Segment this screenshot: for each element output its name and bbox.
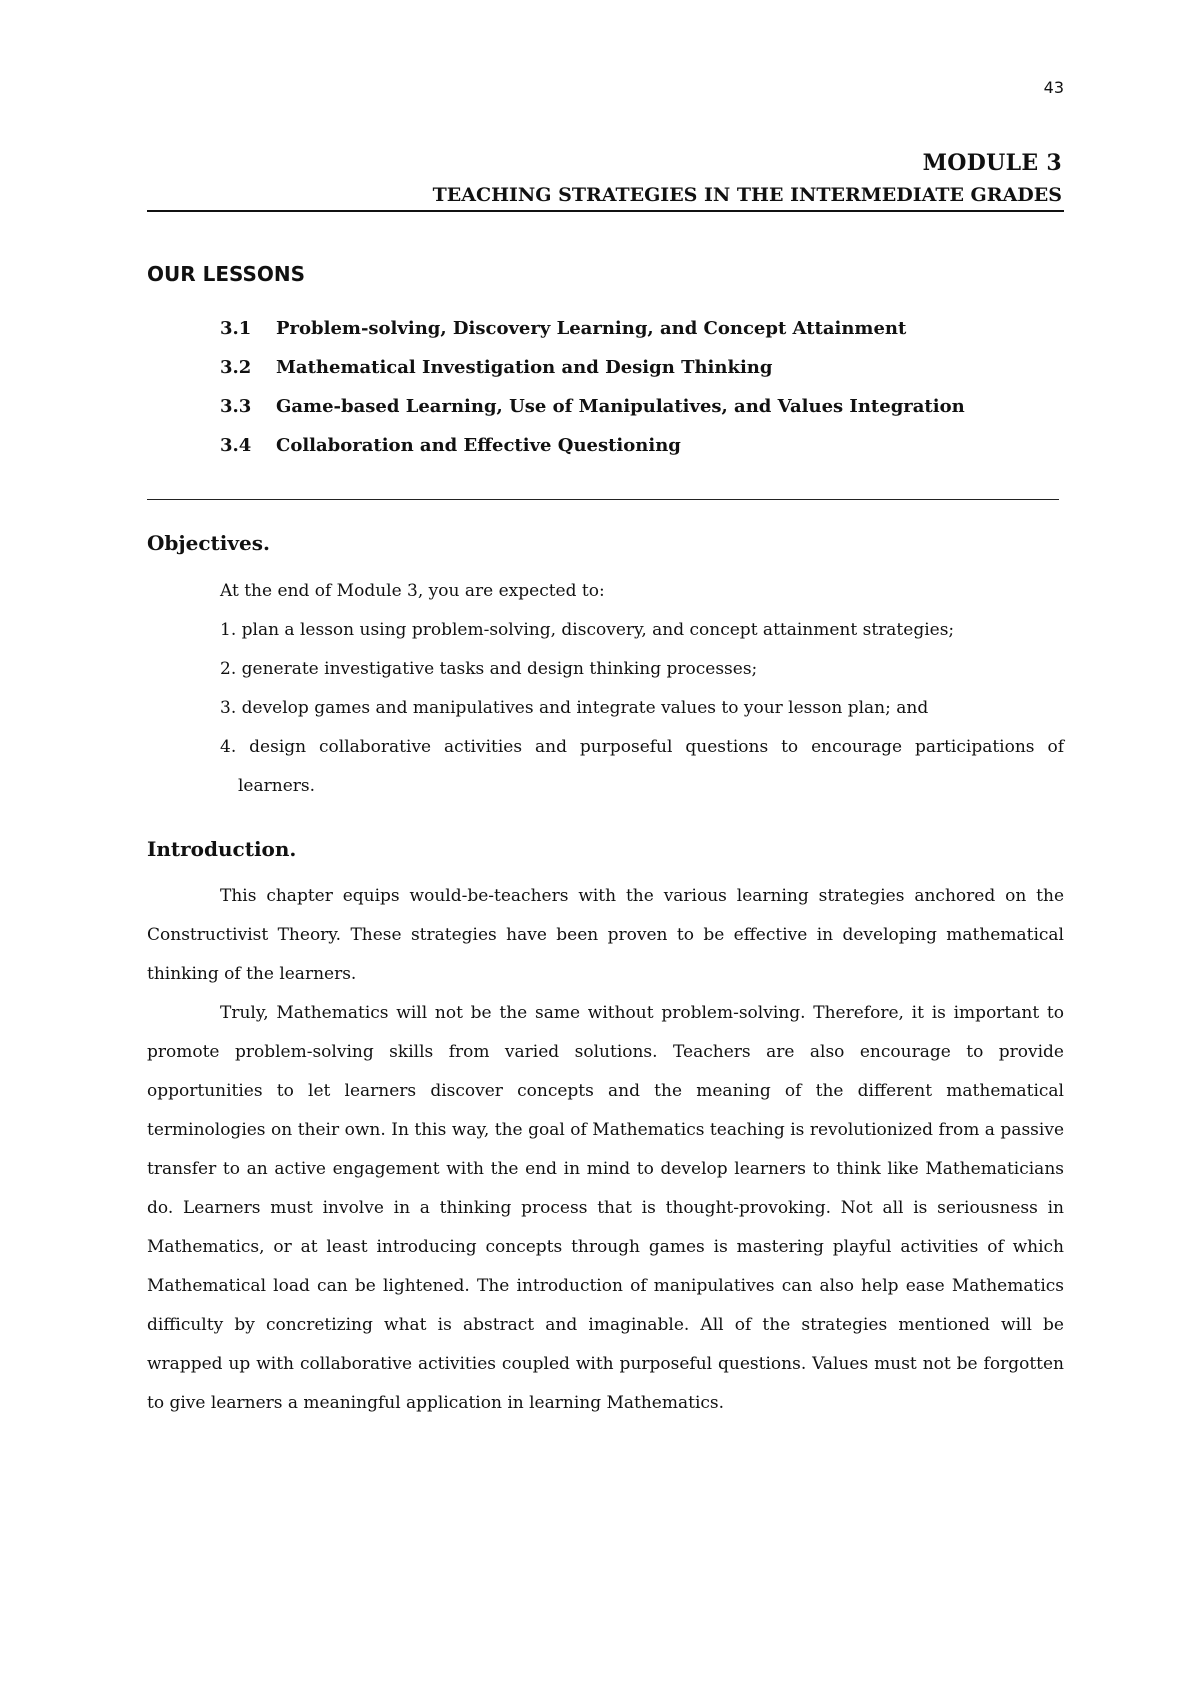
objective-item: 3. develop games and manipulatives and integrate values to your lesson plan; and xyxy=(220,698,929,718)
lessons-heading: OUR LESSONS xyxy=(147,262,306,286)
lesson-title: Problem-solving, Discovery Learning, and Concept Attainment xyxy=(276,318,907,339)
introduction-heading: Introduction. xyxy=(147,837,297,861)
lesson-title: Mathematical Investigation and Design Thinking xyxy=(276,357,773,378)
lesson-item xyxy=(220,396,965,435)
module-title: TEACHING STRATEGIES IN THE INTERMEDIATE GRADES xyxy=(432,184,1062,206)
lesson-item xyxy=(220,357,965,396)
lessons-list xyxy=(220,318,965,474)
section-divider xyxy=(147,499,1059,500)
introduction-body xyxy=(147,877,1064,1423)
lesson-number: 3.3 xyxy=(220,396,252,417)
objectives-heading: Objectives. xyxy=(147,531,270,555)
objective-item: 2. generate investigative tasks and design thinking processes; xyxy=(220,659,758,679)
objectives-list xyxy=(220,611,1064,806)
objective-item: 1. plan a lesson using problem-solving, discovery, and concept attainment strategies; xyxy=(220,620,955,640)
lesson-number: 3.4 xyxy=(220,435,252,456)
lesson-item xyxy=(220,435,965,474)
lesson-number: 3.1 xyxy=(220,318,252,339)
lesson-title: Game-based Learning, Use of Manipulatives, and Values Integration xyxy=(276,396,965,417)
page-number: 43 xyxy=(1043,78,1064,97)
lesson-title: Collaboration and Effective Questioning xyxy=(276,435,681,456)
module-label: MODULE 3 xyxy=(922,150,1062,176)
header-divider xyxy=(147,210,1064,212)
objectives-intro: At the end of Module 3, you are expected to: xyxy=(220,581,605,601)
introduction-paragraph: This chapter equips would-be-teachers with the various learning strategies anchored on the Constructivist Theory. These strategies have been proven to be effective in developing mathematical thinking of the learners. xyxy=(147,886,1064,984)
introduction-paragraph: Truly, Mathematics will not be the same without problem-solving. Therefore, it is important to promote problem-solving skills from varied solutions. Teachers are also encourage to provide opportunities to let learners discover concepts and the meaning of the different mathematical terminologies on their own. In this way, the goal of Mathematics teaching is revolutionized from a passive transfer to an active engagement with the end in mind to develop learners to think like Mathematicians do. Learners must involve in a thinking process that is thought-provoking. Not all is seriousness in Mathematics, or at least introducing concepts through games is mastering playful activities of which Mathematical load can be lightened. The introduction of manipulatives can also help ease Mathematics difficulty by concretizing what is abstract and imaginable. All of the strategies mentioned will be wrapped up with collaborative activities coupled with purposeful questions. Values must not be forgotten to give learners a meaningful application in learning Mathematics. xyxy=(147,1003,1064,1413)
lesson-number: 3.2 xyxy=(220,357,252,378)
lesson-item xyxy=(220,318,965,357)
objective-item: 4. design collaborative activities and purposeful questions to encourage participations of learners. xyxy=(220,737,1064,796)
